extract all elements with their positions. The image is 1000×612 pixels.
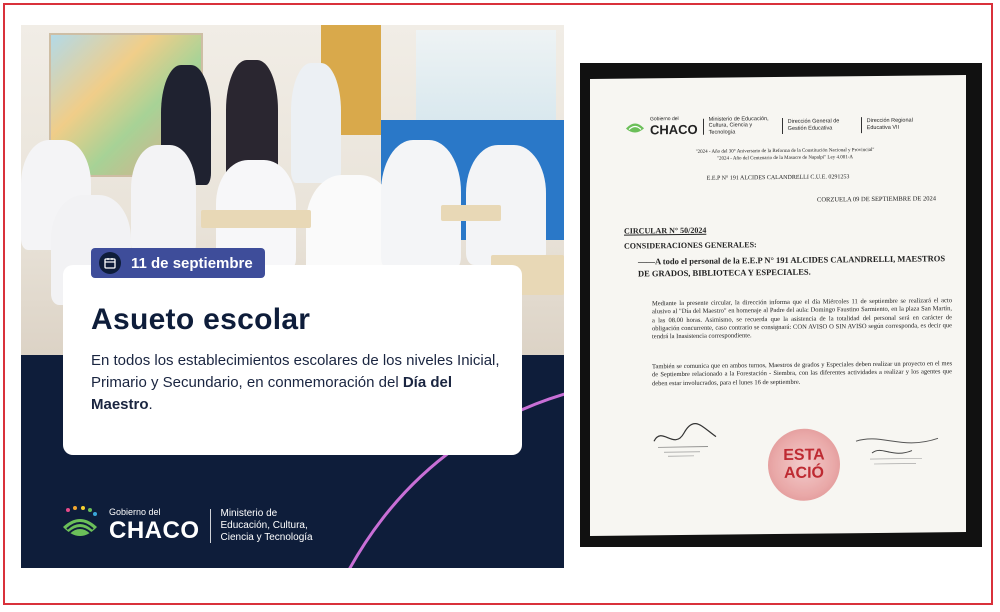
description-text: En todos los establecimientos escolares de los niveles Inicial, Primario y Secundario, en conmemoración del: [91, 352, 500, 391]
circular-document: [590, 75, 966, 536]
circular-paragraph: También se comunica que en ambos turnos, Maestros de grados y Especiales deben realizar un proyecto en el mes de Septiembre relacionado a la Forestación - Siembra, con las diferentes actividades a realizar y los agentes que deben estar involucrados, para el lunes 16 de septiembre.: [652, 360, 952, 387]
header-ministerio: Ministerio de Educación, Cultura, Ciencia y Tecnología: [708, 115, 769, 136]
school-desk: [201, 210, 311, 228]
date-badge: [91, 248, 265, 278]
stamp-text: ESTA: [783, 446, 825, 464]
header-divider: [861, 117, 862, 133]
logo-chaco-text: CHACO: [109, 517, 200, 544]
year-note: "2024 - Año del Centenario de la Masacre de Napalpí" Ley 4.001-A: [717, 155, 853, 162]
stamp-text: ACIÓ: [784, 464, 824, 482]
logo-ministerio-text: Ministerio de Educación, Cultura, Ciencia y Tecnología: [220, 508, 313, 543]
circular-number: CIRCULAR N° 50/2024: [624, 225, 707, 236]
document-header: [624, 113, 935, 137]
header-regional: Dirección Regional Educativa VII: [866, 117, 913, 131]
header-divider: [703, 118, 704, 134]
signature: [852, 430, 942, 471]
asueto-poster: [21, 25, 564, 568]
consideraciones-heading: CONSIDERACIONES GENERALES:: [624, 240, 757, 251]
poster-title: Asueto escolar: [91, 303, 311, 336]
school-desk: [441, 205, 501, 221]
signature: [650, 421, 720, 462]
student-figure: [131, 145, 196, 255]
circular-paragraph: Mediante la presente circular, la dirección informa que el día Miércoles 11 de septiembre se realizará el acto alusivo al "Día del Maestro" en homenaje al Padre del aula: Domingo Faustino Sarmiento, en la plaza San Martín, a las 08.00 horas. Asimismo, se recuerda que la asistencia de la totalidad del personal será en carácter de obligación concurrente, caso contrario se consignará: CON AVISO O SIN AVISO según corresponda, es decir que tendrá la Inasistencia correspondiente.: [652, 297, 952, 341]
header-chaco: CHACO: [650, 121, 698, 138]
teacher-figure: [291, 63, 341, 183]
description-bold: Día del Maestro: [91, 374, 453, 413]
header-direccion: Dirección General de Gestión Educativa: [787, 118, 840, 132]
date-label: 11 de septiembre: [131, 254, 253, 272]
description-end: .: [148, 396, 153, 413]
chaco-ministry-logo: [59, 505, 329, 547]
logo-gobierno-text: Gobierno del: [109, 507, 161, 517]
poster-description: [91, 350, 511, 416]
chaco-leaf-logo-icon: [624, 118, 646, 136]
document-photo: [580, 63, 982, 547]
school-name: E.E.P N° 191 ALCIDES CALANDRELLI C.U.E. 0291253: [706, 174, 850, 182]
logo-divider: [210, 509, 211, 543]
chaco-leaf-logo-icon: [59, 505, 101, 547]
wall-mural: [416, 30, 556, 130]
calendar-icon: [99, 252, 121, 274]
year-note: "2024 - Año del 30° Aniversario de la Reforma de la Constitución Nacional y Provincial": [695, 147, 875, 155]
header-divider: [782, 117, 783, 133]
header-gobierno: Gobierno del: [650, 116, 679, 123]
circular-intro: ——A todo el personal de la E.E.P N° 191 ALCIDES CALANDRELLI, MAESTROS DE GRADOS, BIBLIOTECA Y ESPECIALES.: [638, 253, 946, 279]
official-stamp: [768, 428, 840, 501]
document-date: CORZUELA 09 DE SEPTIEMBRE DE 2024: [817, 195, 936, 204]
